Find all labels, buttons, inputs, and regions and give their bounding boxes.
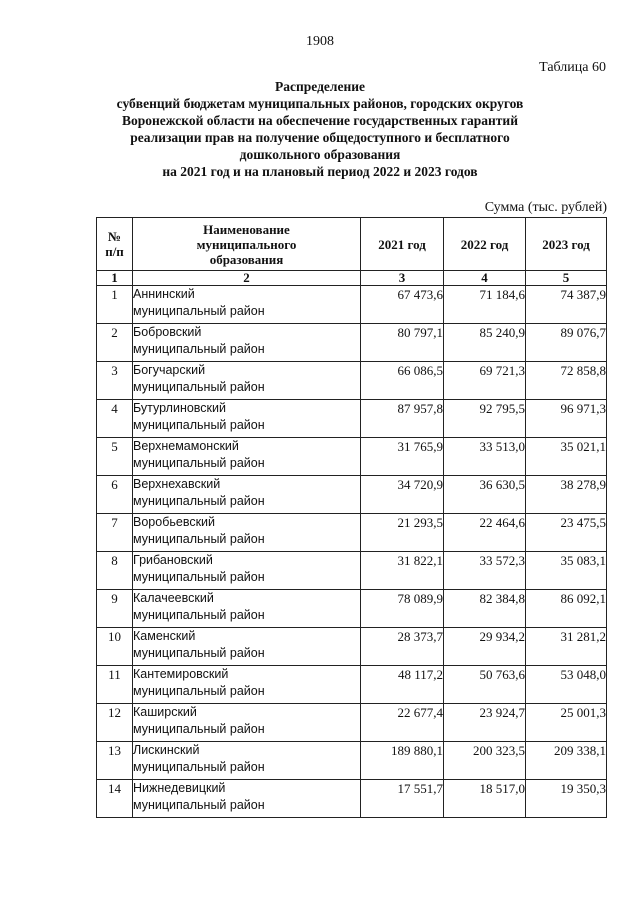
value-2022: 33 513,0 [444,438,526,476]
value-2022: 85 240,9 [444,324,526,362]
table-header-row [97,218,607,271]
value-2023: 72 858,8 [526,362,607,400]
value-2021: 48 117,2 [361,666,444,704]
value-2023: 25 001,3 [526,704,607,742]
units-label: Сумма (тыс. рублей) [484,200,607,215]
row-number: 11 [97,666,133,704]
district-name: Каширский муниципальный район [133,704,361,742]
value-2022: 92 795,5 [444,400,526,438]
district-name: Воробьевский муниципальный район [133,514,361,552]
title-line: субвенций бюджетам муниципальных районов, городских округов [116,96,524,111]
value-2022: 36 630,5 [444,476,526,514]
row-number: 5 [97,438,133,476]
table-row [97,476,607,514]
table-row [97,780,607,818]
table-row [97,628,607,666]
title-line: дошкольного образования [239,147,401,162]
value-2021: 78 089,9 [361,590,444,628]
column-number: 2 [133,271,361,286]
document-title [80,78,560,180]
row-number: 8 [97,552,133,590]
table-row [97,704,607,742]
value-2023: 38 278,9 [526,476,607,514]
title-line: Воронежской области на обеспечение государственных гарантий [121,113,518,128]
district-name: Бобровский муниципальный район [133,324,361,362]
value-2021: 87 957,8 [361,400,444,438]
district-name: Аннинский муниципальный район [133,286,361,324]
value-2021: 189 880,1 [361,742,444,780]
column-number-row [97,271,607,286]
title-line: реализации прав на получение общедоступного и бесплатного [130,130,510,145]
table-row [97,666,607,704]
table-row [97,324,607,362]
title-line: Распределение [274,79,366,94]
district-name: Кантемировский муниципальный район [133,666,361,704]
row-number: 10 [97,628,133,666]
row-number: 12 [97,704,133,742]
value-2023: 209 338,1 [526,742,607,780]
value-2021: 34 720,9 [361,476,444,514]
value-2023: 74 387,9 [526,286,607,324]
value-2021: 31 765,9 [361,438,444,476]
table-row [97,400,607,438]
column-number: 4 [444,271,526,286]
title-line: на 2021 год и на плановый период 2022 и 2023 годов [162,164,478,179]
table-row [97,438,607,476]
district-name: Лискинский муниципальный район [133,742,361,780]
value-2023: 53 048,0 [526,666,607,704]
value-2023: 31 281,2 [526,628,607,666]
header-num: № п/п [97,218,133,271]
table-row [97,590,607,628]
value-2023: 35 083,1 [526,552,607,590]
district-name: Бутурлиновский муниципальный район [133,400,361,438]
column-number: 3 [361,271,444,286]
value-2023: 23 475,5 [526,514,607,552]
row-number: 13 [97,742,133,780]
value-2022: 69 721,3 [444,362,526,400]
row-number: 7 [97,514,133,552]
value-2021: 22 677,4 [361,704,444,742]
row-number: 9 [97,590,133,628]
district-name: Верхнехавский муниципальный район [133,476,361,514]
row-number: 6 [97,476,133,514]
value-2022: 50 763,6 [444,666,526,704]
value-2022: 82 384,8 [444,590,526,628]
value-2022: 23 924,7 [444,704,526,742]
value-2021: 21 293,5 [361,514,444,552]
table-row [97,514,607,552]
table-row [97,362,607,400]
district-name: Верхнемамонский муниципальный район [133,438,361,476]
row-number: 4 [97,400,133,438]
row-number: 1 [97,286,133,324]
value-2022: 18 517,0 [444,780,526,818]
district-name: Нижнедевицкий муниципальный район [133,780,361,818]
column-number: 1 [97,271,133,286]
header-2022: 2022 год [444,218,526,271]
row-number: 3 [97,362,133,400]
value-2023: 89 076,7 [526,324,607,362]
table-row [97,742,607,780]
value-2021: 31 822,1 [361,552,444,590]
table-label: Таблица 60 [539,60,606,75]
value-2021: 17 551,7 [361,780,444,818]
value-2022: 29 934,2 [444,628,526,666]
value-2021: 66 086,5 [361,362,444,400]
row-number: 2 [97,324,133,362]
value-2021: 80 797,1 [361,324,444,362]
table-row [97,552,607,590]
table-row [97,286,607,324]
row-number: 14 [97,780,133,818]
value-2023: 35 021,1 [526,438,607,476]
district-name: Грибановский муниципальный район [133,552,361,590]
value-2023: 86 092,1 [526,590,607,628]
value-2022: 33 572,3 [444,552,526,590]
column-number: 5 [526,271,607,286]
subventions-table [96,217,607,818]
value-2022: 71 184,6 [444,286,526,324]
value-2023: 19 350,3 [526,780,607,818]
value-2023: 96 971,3 [526,400,607,438]
value-2021: 28 373,7 [361,628,444,666]
header-name: Наименование муниципального образования [133,218,361,271]
header-2021: 2021 год [361,218,444,271]
page-number: 1908 [306,34,334,49]
value-2022: 200 323,5 [444,742,526,780]
district-name: Каменский муниципальный район [133,628,361,666]
value-2021: 67 473,6 [361,286,444,324]
header-2023: 2023 год [526,218,607,271]
district-name: Богучарский муниципальный район [133,362,361,400]
value-2022: 22 464,6 [444,514,526,552]
district-name: Калачеевский муниципальный район [133,590,361,628]
